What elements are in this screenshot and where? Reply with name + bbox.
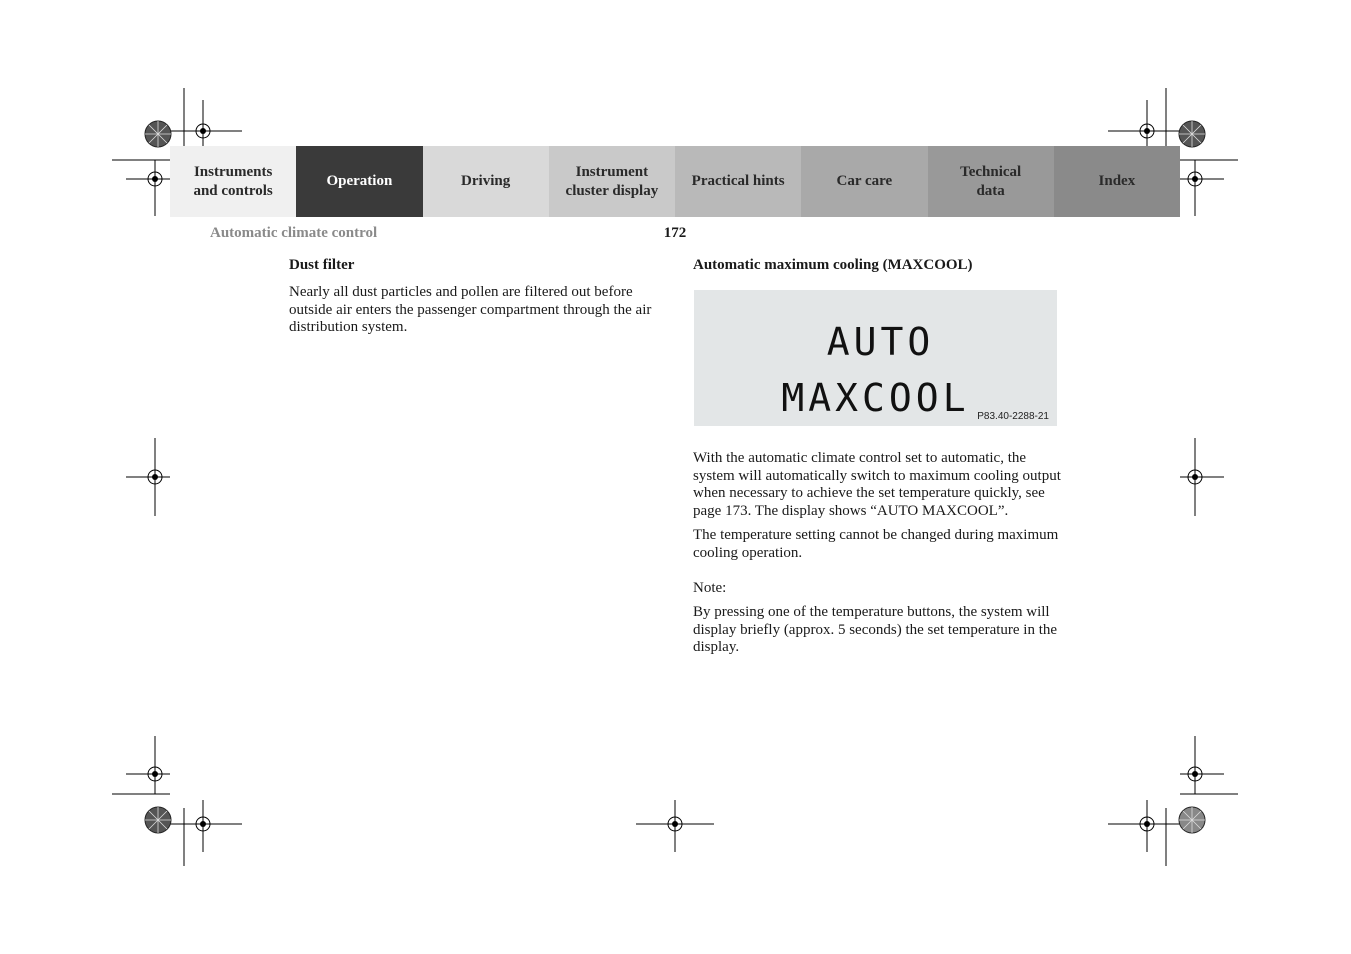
tab-driving[interactable]: Driving xyxy=(423,146,549,217)
display-line-maxcool: MAXCOOL xyxy=(781,376,970,420)
left-column xyxy=(289,256,659,344)
display-line-auto: AUTO xyxy=(826,320,935,364)
tab-car-care[interactable]: Car care xyxy=(801,146,927,217)
note-text: By pressing one of the temperature buttons, the system will display briefly (approx. 5 seconds) the set temperature in the display. xyxy=(693,604,1058,656)
maxcool-paragraph-1: With the automatic climate control set to automatic, the system will automatically switch to maximum cooling output when necessary to achieve the set temperature quickly, see page 173. The display shows “AUTO MAXCOOL”. xyxy=(693,450,1061,519)
tab-instruments-and-controls[interactable]: Instruments and controls xyxy=(170,146,296,217)
tab-index[interactable]: Index xyxy=(1054,146,1180,217)
page-number: 172 xyxy=(663,225,687,241)
section-title: Automatic climate control xyxy=(210,225,378,241)
maxcool-heading: Automatic maximum cooling (MAXCOOL) xyxy=(693,257,973,273)
tab-practical-hints[interactable]: Practical hints xyxy=(675,146,801,217)
tab-instrument-cluster-display[interactable]: Instrument cluster display xyxy=(549,146,675,217)
note-label: Note: xyxy=(693,579,727,596)
tab-technical-data[interactable]: Technical data xyxy=(928,146,1054,217)
tab-operation[interactable]: Operation xyxy=(296,146,422,217)
maxcool-paragraph-2: The temperature setting cannot be changed during maximum cooling operation. xyxy=(693,527,1059,561)
chapter-tab-bar xyxy=(170,146,1180,217)
climate-display-illustration xyxy=(694,290,1057,426)
right-column xyxy=(693,256,1063,664)
dust-filter-heading: Dust filter xyxy=(289,257,355,273)
dust-filter-paragraph: Nearly all dust particles and pollen are filtered out before outside air enters the passenger compartment through the air distribution system. xyxy=(289,284,652,336)
figure-code: P83.40-2288-21 xyxy=(977,411,1049,422)
